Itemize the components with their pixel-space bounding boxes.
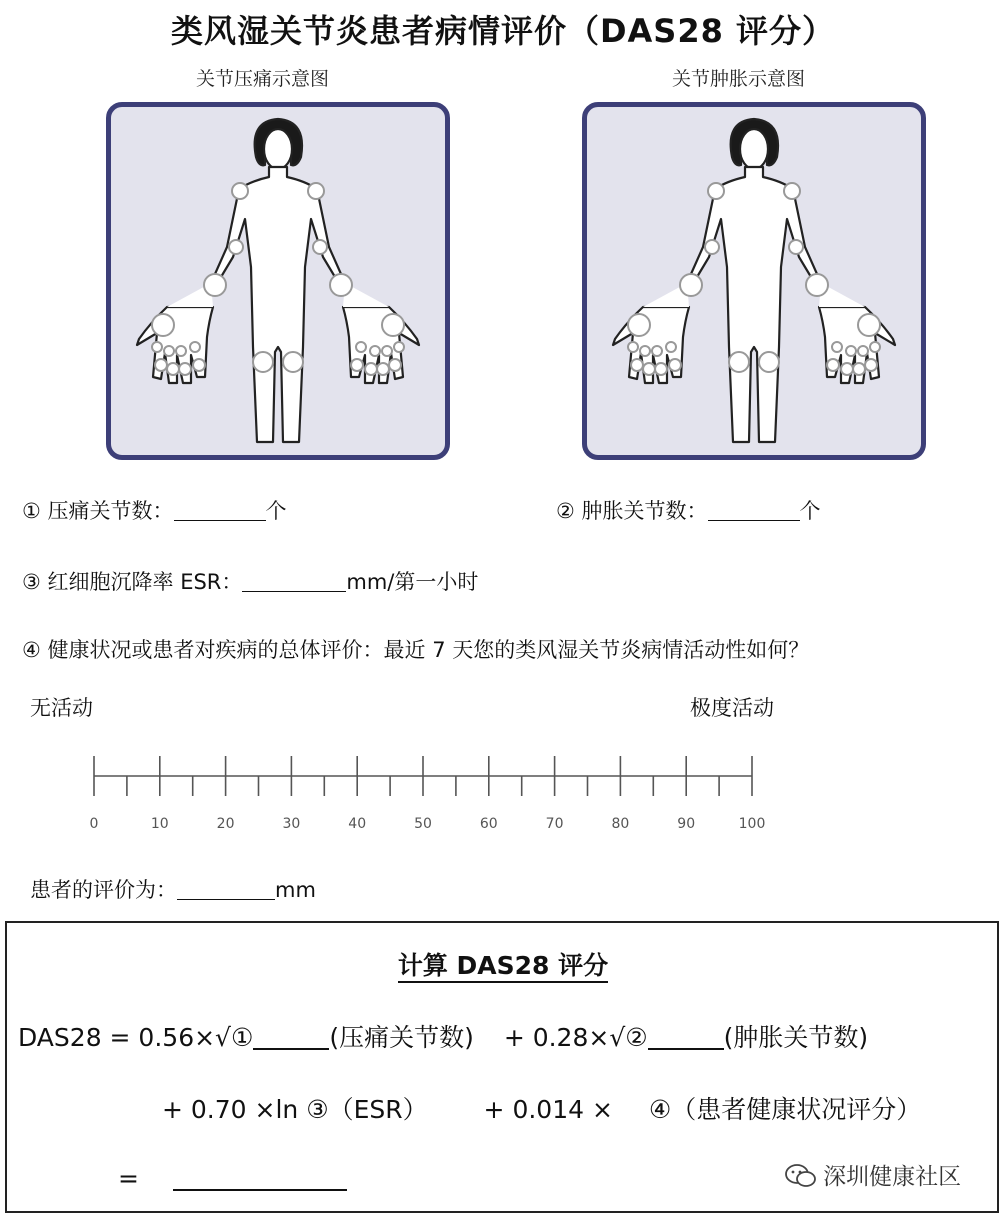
body-outline: [613, 119, 895, 442]
item2-unit: 个: [799, 499, 821, 523]
global-assessment-question: [22, 634, 809, 664]
page-title: 类风湿关节炎患者病情评价（DAS28 评分）: [170, 12, 836, 50]
formula-ln-term: + 0.70 ×ln ③（ESR）: [162, 1095, 428, 1124]
item2-marker: ②: [556, 499, 575, 523]
esr-blank[interactable]: [242, 569, 346, 592]
item2-label: 肿胀关节数：: [581, 499, 708, 523]
item3-label: 红细胞沉降率 ESR：: [47, 570, 243, 594]
formula-line-3: [118, 1164, 347, 1193]
formula-term-1: (压痛关节数): [329, 1023, 474, 1052]
calculation-title-text: 计算 DAS28 评分: [398, 951, 608, 983]
formula-mid: + 0.28×√②: [503, 1023, 648, 1052]
scale-tick-label: 0: [89, 816, 99, 832]
patient-rating-field: [30, 874, 316, 904]
swollen-joint-diagram: [582, 102, 926, 460]
esr-field: [22, 566, 478, 596]
body-figure-icon: [587, 107, 921, 455]
patient-rating-blank[interactable]: [177, 877, 275, 900]
scale-tick-label: 10: [150, 816, 169, 832]
scale-tick-label: 90: [677, 816, 696, 832]
formula-equals: =: [118, 1164, 139, 1193]
scale-tick-label: 80: [611, 816, 630, 832]
patient-rating-label: 患者的评价为：: [30, 878, 177, 902]
formula-health-term: ④（患者健康状况评分）: [648, 1095, 922, 1124]
item4-marker: ④: [22, 638, 41, 662]
scale-tick-label: 100: [738, 816, 766, 832]
item1-marker: ①: [22, 499, 41, 523]
tender-joint-diagram: [106, 102, 450, 460]
item1-unit: 个: [265, 499, 287, 523]
patient-rating-unit: mm: [275, 878, 316, 902]
das28-result-blank[interactable]: [173, 1165, 347, 1191]
swollen-joint-count-field: [556, 495, 821, 525]
tender-diagram-caption: 关节压痛示意图: [196, 68, 330, 90]
wechat-icon: [784, 1163, 818, 1189]
scale-left-label: 无活动: [30, 696, 93, 720]
swollen-diagram-caption: 关节肿胀示意图: [672, 68, 806, 90]
scale-tick-label: 50: [414, 816, 432, 832]
formula-blank-1[interactable]: [253, 1024, 329, 1050]
scale-tick-label: 70: [545, 816, 564, 832]
scale-tick-label: 30: [282, 816, 301, 832]
item1-label: 压痛关节数：: [47, 499, 174, 523]
formula-blank-2[interactable]: [648, 1024, 724, 1050]
watermark: [784, 1158, 961, 1191]
scale-tick-label: 20: [216, 816, 235, 832]
item3-unit: mm/第一小时: [346, 570, 479, 594]
formula-lhs: DAS28 = 0.56×√①: [18, 1023, 254, 1052]
item4-text: 健康状况或患者对疾病的总体评价：最近 7 天您的类风湿关节炎病情活动性如何？: [47, 638, 810, 662]
body-outline: [137, 119, 419, 442]
scale-tick-label: 60: [479, 816, 498, 832]
scale-tick-label: 40: [348, 816, 367, 832]
swollen-count-blank[interactable]: [708, 498, 800, 521]
formula-coef: + 0.014 ×: [483, 1095, 613, 1124]
formula-line-2: [162, 1090, 921, 1126]
tender-joint-count-field: [22, 495, 287, 525]
formula-line-1: [18, 1018, 868, 1054]
formula-term-2: (肿胀关节数): [723, 1023, 869, 1052]
tender-count-blank[interactable]: [174, 498, 266, 521]
body-figure-icon: [111, 107, 445, 455]
calculation-title: [0, 946, 1006, 982]
watermark-text: 深圳健康社区: [823, 1164, 962, 1190]
item3-marker: ③: [22, 570, 41, 594]
scale-right-label: 极度活动: [690, 696, 774, 720]
visual-analog-scale[interactable]: [80, 752, 780, 842]
